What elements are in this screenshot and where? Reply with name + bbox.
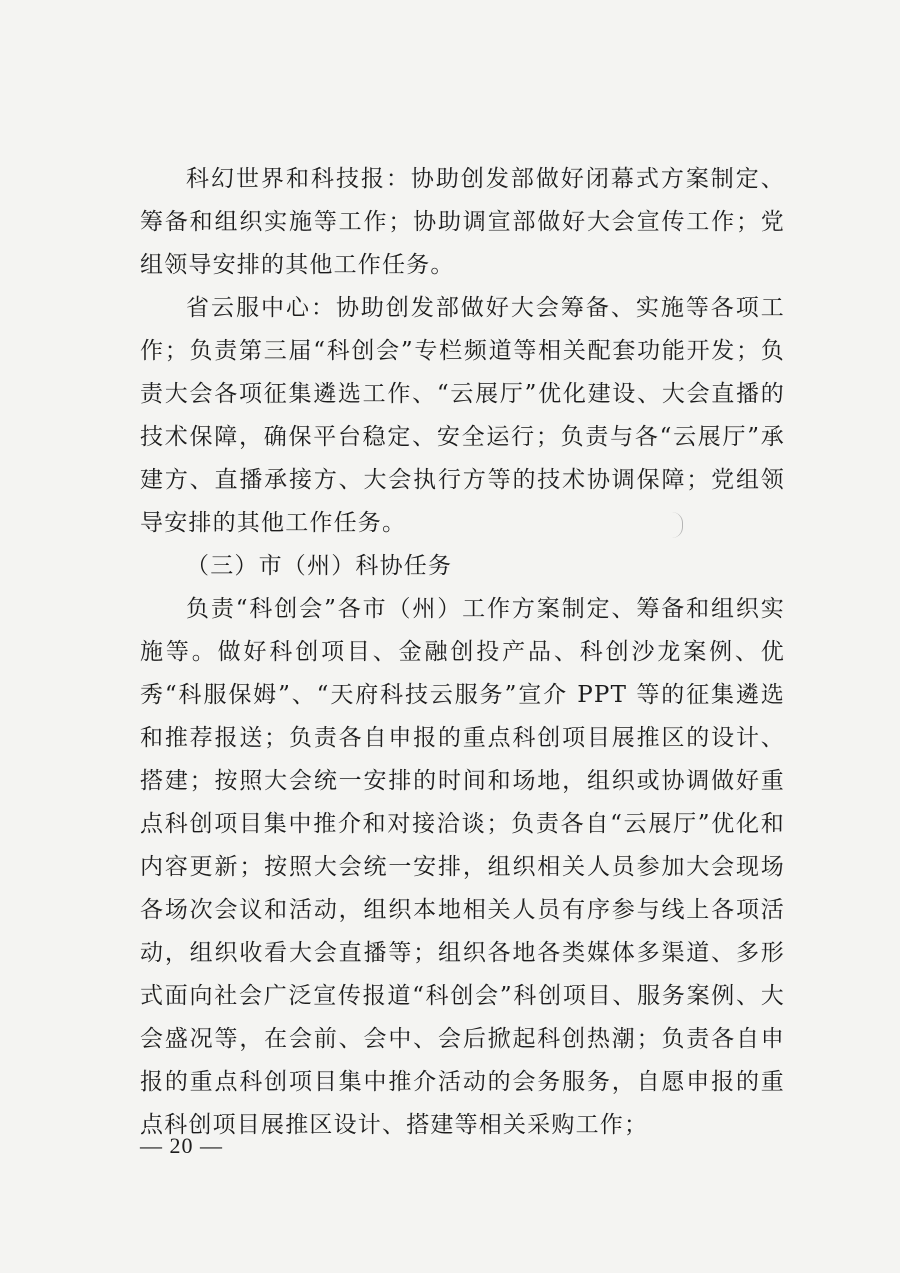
section-heading: （三）市（州）科协任务 (186, 553, 453, 579)
document-body (140, 158, 785, 1147)
paragraph-sci-fi-world: 科幻世界和科技报：协助创发部做好闭幕式方案制定、筹备和组织实施等工作；协助调宣部做好大会宣传工作；党组领导安排的其他工作任务。 (140, 166, 785, 278)
paragraph-city-tasks: 负责“科创会”各市（州）工作方案制定、筹备和组织实施等。做好科创项目、金融创投产品、科创沙龙案例、优秀“科服保姆”、“天府科技云服务”宣介 PPT 等的征集遴选和推荐报送；负责各自申报的重点科创项目展推区的设计、搭建；按照大会统一安排的时间和场地，组织或协调做好重点科创项目集中推介和对接洽谈；负责各自“云展厅”优化和内容更新；按照大会统一安排，组织相关人员参加大会现场各场次会议和活动，组织本地相关人员有序参与线上各项活动，组织收看大会直播等；组织各地各类媒体多渠道、多形式面向社会广泛宣传报道“科创会”科创项目、服务案例、大会盛况等，在会前、会中、会后掀起科创热潮；负责各自申报的重点科创项目集中推介活动的会务服务，自愿申报的重点科创项目展推区设计、搭建等相关采购工作； (140, 596, 785, 1138)
paragraph-cloud-service-center: 省云服中心：协助创发部做好大会筹备、实施等各项工作；负责第三届“科创会”专栏频道等相关配套功能开发；负责大会各项征集遴选工作、“云展厅”优化建设、大会直播的技术保障，确保平台稳定、安全运行；负责与各“云展厅”承建方、直播承接方、大会执行方等的技术协调保障；党组领导安排的其他工作任务。 (140, 295, 785, 536)
page-number: — 20 — (140, 1133, 223, 1158)
